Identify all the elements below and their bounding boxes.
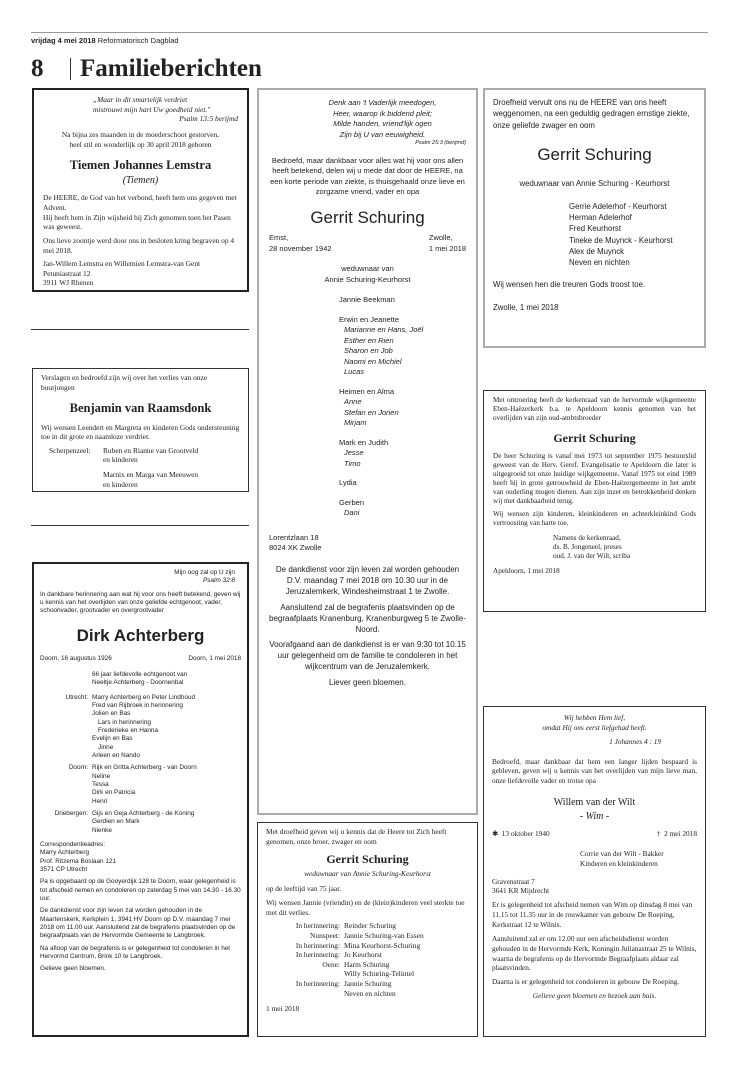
nickname: (Tiemen) [122, 175, 159, 187]
signatory-line: en kinderen [103, 479, 138, 489]
intro-text: In dankbare herinnering aan wat hij voor ons heeft betekend, geven wij u kennis van het overlijden van onze geliefde echtgenoot, vader, schoonvader, grootvader en overgrootvader [40, 590, 241, 615]
body-text: Daarna is er gelegenheid tot condoleren in gebouw De Roeping. [492, 977, 680, 987]
grandchild-line: Timo [344, 458, 361, 468]
family-line: Kinderen en kleinkinderen [580, 858, 658, 868]
signatories [41, 446, 240, 490]
signatory-line: en kinderen [103, 455, 138, 465]
body-text: Pa is opgebaard op de Gooyerdijk 128 te Doorn, waar gelegenheid is tot afscheid nemen en condoleren op zaterdag 5 mei van 14.30 - 16.30 uur. [40, 878, 241, 902]
date: 1 mei 2018 [266, 1004, 300, 1014]
spouse-line: Neeltje Achterberg - Doornenbal [92, 679, 184, 687]
deceased-name: Dirk Achterberg [76, 625, 205, 645]
family-row [266, 931, 469, 941]
widower-line: Annie Schuring-Keurhorst [324, 274, 411, 284]
death-date: 2 mei 2018 [664, 829, 697, 839]
relation-label: In herinnering: [295, 979, 340, 989]
family-line: Gerben [339, 497, 365, 507]
death-symbol: † [656, 829, 661, 839]
announcement-benjamin-van-raamsdonk [32, 368, 249, 492]
relation-label [266, 969, 344, 979]
date: Apeldoorn, 1 mei 2018 [493, 567, 560, 575]
body-text: Aansluitend zal er om 12.00 uur een afscheidsdienst worden gehouden in de Hervormde Kerk, Koningin Julianastraat 25 te Wilnis, waarna de begrafenis op de Hervormde Begraafplaats aldaar zal plaatsvinden. [492, 933, 697, 973]
family-list [269, 295, 466, 519]
family-doorn [40, 764, 241, 806]
relation-label: Oene: [322, 959, 340, 969]
family-utrecht [40, 694, 241, 761]
family-row [266, 969, 469, 979]
body-text: Voorafgaand aan de dankdienst is er van 9:30 tot 10.15 uur gelegenheid om de familie te condoleren in het wijkcentrum van de Jeruzalemkerk. [269, 640, 466, 672]
quote [40, 569, 241, 586]
birth-date: 13 oktober 1940 [501, 829, 550, 839]
age-text: op de leeftijd van 75 jaar. [266, 884, 342, 894]
family-row [266, 960, 469, 970]
correspondence-address [40, 841, 241, 874]
relative-name: Jannie Schuring [344, 979, 392, 989]
header-rule [31, 32, 708, 33]
family-row [266, 950, 469, 960]
deceased-name: Willem van der Wilt [553, 797, 636, 809]
intro-text [43, 130, 238, 149]
announcement-gerrit-schuring-family [257, 88, 478, 815]
family-line: Evelijn en Bas [92, 735, 133, 743]
quote-line: mistrouwt mijn hart Uw goedheid niet." [93, 104, 211, 114]
body-text: Gelieve geen bloemen en bezoek aan huis. [532, 991, 657, 1001]
relation-label: In herinnering: [295, 921, 340, 931]
signatory-line: Ruben en Rianne van Grootveld [103, 445, 199, 455]
family-line: Tessa [92, 781, 109, 788]
widower-of [269, 264, 466, 285]
grandchild-line: Anne [344, 397, 362, 407]
intro-text: Met ontroering heeft de kerkenraad van de hervormde wijkgemeente Eben-Haëzerkerk b.a. te Apeldoorn kennis genomen van het overlijden van zijn oud-ambtsbroeder [493, 396, 696, 422]
quote-reference: 1 Johannes 4 : 19 [609, 736, 661, 746]
place-label: Scherpenzeel: [49, 445, 91, 455]
birth-date: 28 november 1942 [269, 243, 332, 253]
family-line: Gijs en Geja Achterberg - de Koning [92, 809, 195, 817]
family-line: Herman Adelerhof [569, 213, 632, 223]
family-line: Gerrie Adelerhof - Keurhorst [569, 201, 667, 211]
announcement-kerkenraad-apeldoorn [483, 390, 706, 612]
nickname: - Wim - [579, 810, 610, 822]
family-list [493, 201, 696, 269]
signature-line: Jan-Willem Lemstra en Willemien Lemstra-van Gent [43, 259, 201, 269]
death-place: Zwolle, [428, 233, 453, 243]
body-text: Na afloop van de begrafenis is er gelegenheid tot condoleren in het Hervormd Centrum, Brink 10 te Langbroek. [40, 944, 231, 960]
signature [43, 259, 238, 288]
deceased-name: Tiemen Johannes Lemstra [69, 158, 212, 173]
widower-of: weduwnaar van Annie Schuring-Keurhorst [304, 868, 431, 878]
body-text: Er is gelegenheid tot afscheid nemen van Wim op dinsdag 8 mei van 11.15 tot 11.35 uur in de rouwkamer van gebouw De Roeping, Kerkstraat 12 te Wilnis. [492, 900, 693, 929]
signature-line: 3911 WJ Rhenen [43, 278, 94, 288]
signature-line: Petuniastraat 12 [43, 268, 91, 278]
relative-name: Jo Keurhorst [344, 950, 382, 960]
body-text: Ons lieve zoontje werd door ons in besloten kring begraven op 4 mei 2018. [43, 235, 235, 255]
family-row [266, 921, 469, 931]
home-address [492, 877, 697, 897]
quote-reference: Psalm 32:8 [203, 577, 235, 585]
death-date: 1 mei 2018 [428, 243, 466, 253]
quote-reference: Psalm 13:5 berijmd [179, 114, 238, 124]
issue-date: vrijdag 4 mei 2018 [31, 36, 96, 45]
family-line: Neven en nichten [569, 258, 630, 268]
relation-label: Nunspeet: [310, 930, 340, 940]
spouse [40, 671, 241, 688]
birth-symbol: ✱ [492, 829, 499, 839]
announcement-dirk-achterberg [32, 562, 249, 1037]
address-label: Correspondentieadres: [40, 840, 106, 848]
body-text: De heer Schuring is vanaf mei 1973 tot september 1975 bestuurslid geweest van de Herv. Geref. Evangelisatie te Apeldoorn die later is uitgegroeid tot onze huidige wijkgemeente. Vanaf 1975 tot eind 1989 heeft hij in grote getrouwheid de Eben-Haëzergemeente in het ambt van ouderling mogen dienen. Aan zijn inzet en betrokkenheid denken wij met dankbaarheid terug. [493, 452, 696, 505]
relative-name: Reinder Schuring [344, 921, 396, 931]
body-text: Wij wensen zijn kinderen, kleinkinderen en achterkleinkind Gods vertroosting van harte toe. [493, 510, 696, 527]
relation-label [266, 989, 344, 999]
signature [493, 534, 696, 561]
quote-line: Mijn oog zal op U zijn [174, 569, 235, 576]
grandchild-line: Jesse [344, 448, 364, 458]
quote-line: Denk aan 't Vaderlijk meedogen, [328, 98, 437, 107]
quote [492, 713, 697, 747]
relative-name: Neven en nichten [344, 988, 396, 998]
widower-line: weduwnaar van [341, 264, 394, 274]
intro-text: Bedroefd, maar dankbaar dat hem een langer lijden bespaard is gebleven, geven wij u kennis van het overlijden van mijn lieve man, onze liefdevolle vader en trotse opa [492, 756, 697, 786]
family-line: Henri [92, 797, 108, 805]
family-line: Tineke de Muynck - Keurhorst [569, 235, 673, 245]
life-dates [492, 829, 697, 839]
section-title: Familieberichten [80, 55, 262, 82]
body-text: De HEERE, de God van het verbond, heeft hem ons gegeven met Advent. [43, 193, 237, 212]
family-line: Nienke [92, 826, 112, 834]
deceased-name: Gerrit Schuring [553, 431, 636, 445]
body-text: Wij wensen Jannie (vriendin) en de (klein)kinderen veel sterkte toe met dit verlies. [266, 898, 465, 917]
family-row [266, 989, 469, 999]
family-line: Rijk en Gritta Achterberg - van Doorn [92, 764, 197, 772]
announcement-gerrit-schuring-in-laws [483, 88, 706, 348]
relation-label: In herinnering: [295, 940, 340, 950]
quote-line: Heer, waarop ik biddend pleit; [333, 108, 432, 118]
signature-line: oud. J. van der Wilt, scriba [553, 552, 631, 560]
grandchild-line: Sharon en Job [344, 346, 393, 356]
family-line: Frederieke en Hanna [98, 727, 159, 735]
family-line: Gerdien en Mark [92, 818, 140, 826]
intro-text: Droefheid vervult ons nu de HEERE van ons heeft weggenomen, na een geduldig gedragen ernstige ziekte, onze geliefde zwager en oom [493, 98, 690, 130]
column-divider [31, 525, 249, 526]
widower-of: weduwnaar van Annie Schuring - Keurhorst [519, 178, 670, 188]
intro-line: heel stil en wonderlijk op 30 april 2018 geboren [69, 139, 212, 149]
grandchild-line: Lucas [344, 367, 365, 377]
place-label: Driebergen: [54, 809, 88, 817]
family-list [492, 849, 697, 869]
intro-text: Verslagen en bedroefd zijn wij over het verlies van onze buurjongen [41, 373, 208, 392]
address-line: Prof. Ritzema Boslaan 121 [40, 857, 117, 865]
family-line: Corrie van der Wilt - Bakker [580, 848, 664, 858]
body-text: Liever geen bloemen. [329, 677, 406, 687]
life-dates [40, 655, 241, 663]
announcement-willem-van-der-wilt [483, 706, 706, 1037]
family-line: Arleen en Nando [92, 752, 140, 760]
quote-line: Milde handen, vriend'lijk ogen [333, 119, 432, 128]
family-list [266, 921, 469, 998]
family-line: Fred Keurhorst [569, 224, 622, 234]
home-address [269, 533, 466, 554]
relative-name: Harm Schuring [344, 959, 390, 969]
family-line: Erwin en Jeanette [339, 314, 400, 324]
deceased-name: Gerrit Schuring [537, 144, 652, 164]
body-text: Aansluitend zal de begrafenis plaatsvinden op de begraafplaats Kranenburg, Kranenburgweg 5 te Zwolle-Noord. [269, 602, 467, 634]
deceased-name: Gerrit Schuring [326, 852, 409, 867]
address-line: Gravenstraat 7 [492, 876, 535, 886]
relative-name: Jannie Schuring-van Essen [344, 930, 424, 940]
address-line: 3641 KR Mijdrecht [492, 886, 550, 896]
family-line: Neline [92, 772, 111, 780]
family-line: Jolien en Bas [92, 710, 131, 718]
quote-line: omdat Hij ons eerst liefgehad heeft. [542, 722, 647, 732]
family-line: Dirk en Patricia [92, 789, 136, 797]
body-text: De dankdienst voor zijn leven zal worden gehouden D.V. maandag 7 mei 2018 om 10.30 uur in de Jeruzalemkerk, Windesheimstraat 1 te Zwolle. [275, 564, 460, 597]
place-label: Utrecht: [65, 693, 88, 701]
announcement-gerrit-schuring-siblings [257, 822, 478, 1037]
address-line: Lorentzlaan 18 [269, 532, 319, 542]
family-row [266, 941, 469, 951]
family-line: Marry Achterberg en Peter Lindhoud [92, 693, 196, 701]
signature-line: Namens de kerkenraad, [553, 534, 621, 542]
family-line: Heimen en Alma [339, 386, 395, 396]
deceased-name: Benjamin van Raamsdonk [69, 401, 212, 416]
quote-line: Wij hebben Hem lief, [563, 713, 626, 722]
family-line: Lydia [339, 478, 357, 488]
body-text: De dankdienst voor zijn leven zal worden gehouden in de Maartenskerk, Kerkplein 1, 3941 HV Doorn op D.V. maandag 7 mei 2018 om 11.00 uur. Aansluitend zal de begrafenis plaatsvinden op de begraafplaats van de Hervormde Gemeente te Langbroek. [40, 907, 236, 940]
family-row [266, 979, 469, 989]
family-line: Lars in herinnering [98, 718, 151, 726]
page-number: 8 [31, 55, 44, 82]
birth-place: Emst, [269, 233, 289, 243]
grandchild-line: Marianne en Hans, Joël [344, 325, 424, 335]
birth-date: Doorn, 16 augustus 1926 [40, 654, 112, 662]
relation-label: In herinnering: [295, 950, 340, 960]
announcement-tiemen-lemstra [32, 88, 249, 292]
body-text: Gelieve geen bloemen. [40, 965, 106, 973]
family-line: Fred van Rijbroek in herinnering [92, 702, 183, 710]
newspaper-name: Reformatorisch Dagblad [97, 36, 179, 45]
quote [269, 98, 466, 148]
signatory-line: Marnix en Marga van Meeuwen [103, 470, 199, 479]
grandchild-line: Naomi en Michiel [344, 356, 402, 366]
family-line: Jannie Beekman [339, 295, 395, 305]
header-dateline [31, 36, 179, 45]
death-date: Doorn, 1 mei 2018 [188, 654, 241, 662]
intro-line: Na bijna zes maanden in de moederschoot gestorven, [61, 129, 220, 139]
grandchild-line: Esther en Rien [344, 335, 394, 345]
date: Zwolle, 1 mei 2018 [493, 302, 559, 312]
quote-line: „Maar in dit smartelijk verdriet [93, 95, 188, 104]
relative-name: Mina Keurhorst-Schuring [344, 940, 421, 950]
signature-line: ds. B. Jongeneel, preses [553, 543, 622, 551]
title-separator [70, 58, 71, 80]
address-line: Marry Achterberg [40, 849, 90, 857]
body-text: Wij wensen Leendert en Margreta en kinderen Gods ondersteuning toe in dit grote en naamloze verdriet. [41, 422, 240, 442]
place-label: Doorn: [68, 764, 88, 772]
quote [43, 95, 238, 124]
family-driebergen [40, 810, 241, 835]
family-line: Alex de Muynck [569, 247, 625, 257]
spouse-line: 66 jaar liefdevolle echtgenoot van [92, 671, 188, 679]
relative-name: Willy Schuring-Telintel [344, 969, 414, 979]
grandchild-line: Dani [344, 508, 360, 518]
body-text: Wij wensen hen die treuren Gods troost toe. [493, 279, 646, 289]
grandchild-line: Stefan en Jorien [344, 407, 399, 417]
address-line: 3571 CP Utrecht [40, 865, 88, 873]
quote-reference: Psalm 25:3 (berijmd) [415, 140, 466, 146]
intro-text: Met droefheid geven wij u kennis dat de Heere tot Zich heeft genomen, onze broer, zwager en oom [266, 827, 447, 846]
deceased-name: Gerrit Schuring [310, 207, 425, 227]
body-text: Hij heeft hem in Zijn wijsheid bij Zich genomen toen het Pasen was geweest. [43, 212, 231, 232]
family-line: Mark en Judith [339, 437, 389, 447]
family-line: Jinne [98, 743, 114, 751]
column-divider [31, 329, 249, 330]
address-line: 8024 XK Zwolle [269, 543, 322, 553]
grandchild-line: Mirjam [344, 418, 367, 428]
life-dates [269, 233, 466, 254]
intro-text: Bedroefd, maar dankbaar voor alles wat hij voor ons allen heeft betekend, delen wij u mede dat door de HEERE, na een korte periode van ziekte, is thuisgehaald onze lieve en zorgzame vriend, vader en opa [270, 155, 465, 197]
quote-line: Zijn bij U van eeuwigheid. [339, 129, 426, 139]
